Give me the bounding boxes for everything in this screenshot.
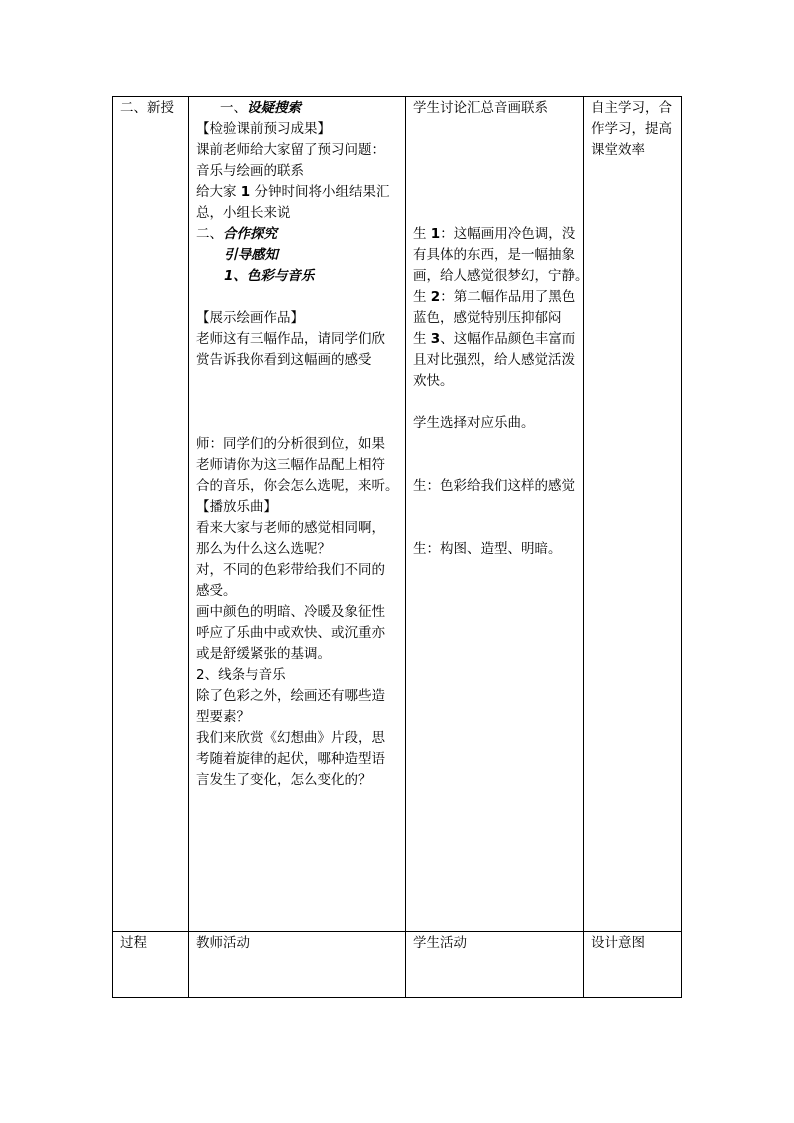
subheading: 引导感知 (224, 247, 278, 263)
student-text: 生 3、这幅作品颜色丰富而 (413, 331, 576, 347)
student-text: 蓝色，感觉特别压抑郁闷 (413, 310, 562, 326)
teacher-text: 对，不同的色彩带给我们不同的 (196, 562, 385, 578)
lesson-plan-table (112, 96, 682, 998)
student-text: 画，给人感觉很梦幻，宁静。 (413, 268, 589, 284)
student-text: 生 1：这幅画用冷色调，没 (413, 226, 576, 242)
teacher-text: 除了色彩之外，绘画还有哪些造 (196, 688, 385, 704)
table-row (113, 932, 682, 998)
teacher-text: 感受。 (196, 583, 237, 599)
teacher-text: 考随着旋律的起伏，哪种造型语 (196, 751, 385, 767)
teacher-text: 言发生了变化，怎么变化的？ (196, 772, 372, 788)
teacher-text: 老师这有三幅作品，请同学们欣 (196, 331, 385, 347)
intent-header-cell: 设计意图 (584, 932, 682, 998)
teacher-text: 合的音乐，你会怎么选呢，来听。 (196, 478, 399, 494)
teacher-text: 师：同学们的分析很到位，如果 (196, 436, 385, 452)
student-text: 欢快。 (413, 373, 454, 389)
teacher-text: 老师请你为这三幅作品配上相符 (196, 457, 385, 473)
process-header-cell: 过程 (113, 932, 189, 998)
student-text: 学生讨论汇总音画联系 (413, 100, 548, 116)
teacher-text: 总，小组长来说 (196, 205, 291, 221)
teacher-text: 给大家 1 分钟时间将小组结果汇 (196, 184, 390, 200)
teacher-text: 型要素？ (196, 709, 250, 725)
teacher-text: 【检验课前预习成果】 (196, 121, 331, 137)
student-text: 且对比强烈，给人感觉活泼 (413, 352, 575, 368)
teacher-text: 赏告诉我你看到这幅画的感受 (196, 352, 372, 368)
teacher-text: 我们来欣赏《幻想曲》片段，思 (196, 730, 385, 746)
intent-text: 课堂效率 (591, 142, 645, 158)
stage-cell (113, 97, 189, 932)
design-intent-cell (584, 97, 682, 932)
subheading: 1、色彩与音乐 (224, 268, 315, 284)
student-text: 学生选择对应乐曲。 (413, 415, 535, 431)
student-activity-cell (406, 97, 589, 932)
teacher-activity-cell (189, 97, 406, 932)
student-header-cell: 学生活动 (406, 932, 584, 998)
teacher-text: 呼应了乐曲中或欢快、或沉重亦 (196, 625, 385, 641)
intent-text: 作学习，提高 (591, 121, 672, 137)
section-heading-2: 二、合作探究 (196, 226, 277, 242)
teacher-text: 看来大家与老师的感觉相同啊， (196, 520, 385, 536)
student-text: 生：色彩给我们这样的感觉 (413, 478, 575, 494)
teacher-text: 那么为什么这么选呢？ (196, 541, 331, 557)
teacher-text: 【播放乐曲】 (196, 499, 277, 515)
teacher-header-cell: 教师活动 (189, 932, 406, 998)
intent-text: 自主学习，合 (591, 100, 672, 116)
student-text: 生 2：第二幅作品用了黑色 (413, 289, 576, 305)
stage-label: 二、新授 (120, 100, 174, 116)
section-heading-1: 一、设疑搜索 (220, 100, 301, 116)
teacher-text: 画中颜色的明暗、冷暖及象征性 (196, 604, 385, 620)
student-text: 有具体的东西，是一幅抽象 (413, 247, 575, 263)
teacher-text: 2、线条与音乐 (196, 667, 286, 683)
table-row (113, 97, 682, 932)
teacher-text: 音乐与绘画的联系 (196, 163, 304, 179)
teacher-text: 或是舒缓紧张的基调。 (196, 646, 331, 662)
teacher-text: 课前老师给大家留了预习问题： (196, 142, 385, 158)
teacher-text: 【展示绘画作品】 (196, 310, 304, 326)
student-text: 生：构图、造型、明暗。 (413, 541, 562, 557)
